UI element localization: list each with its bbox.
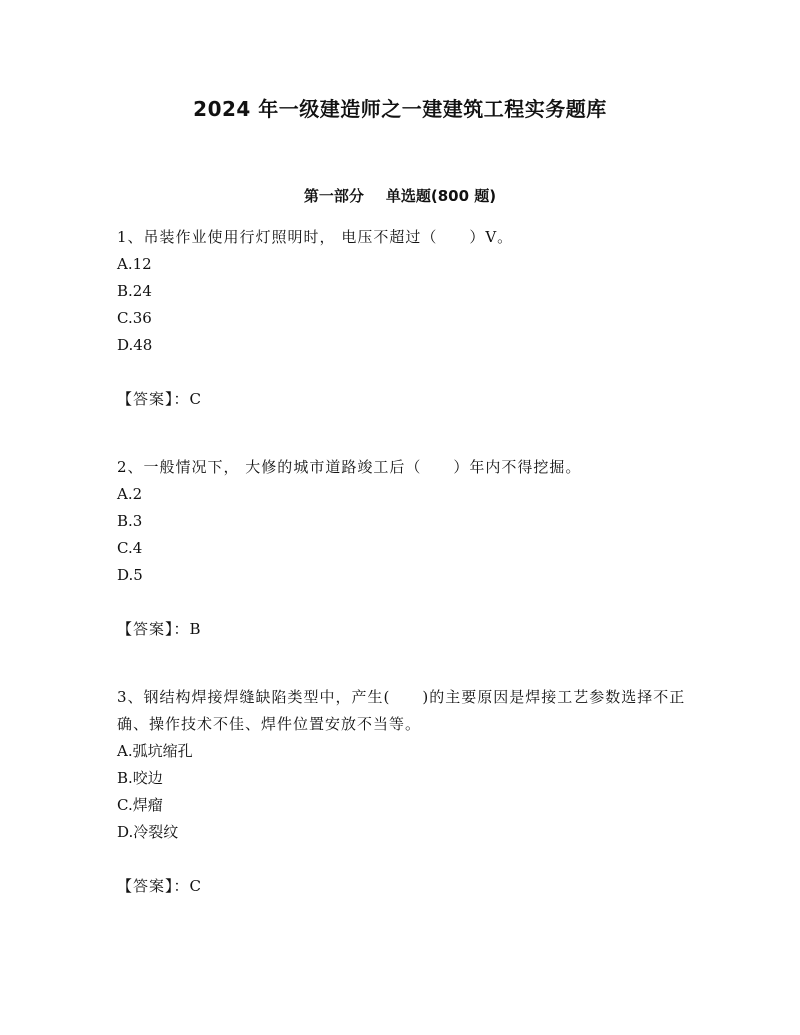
option-a: A.弧坑缩孔 [117,742,193,760]
answer-label: 【答案】： [117,620,190,638]
answer-line [117,386,697,413]
question-3 [117,684,697,900]
answer-label: 【答案】： [117,390,190,408]
option-c: C.36 [117,309,152,327]
question-stem: 1、吊装作业使用行灯照明时， 电压不超过（ ）V。 [117,228,514,246]
option-b: B.3 [117,512,143,530]
answer-line [117,873,697,900]
option-d: D.48 [117,336,153,354]
answer-label: 【答案】： [117,877,190,895]
question-stem: 2、一般情况下， 大修的城市道路竣工后（ ）年内不得挖掘。 [117,458,582,476]
question-2 [117,454,697,643]
option-b: B.咬边 [117,769,163,787]
option-b: B.24 [117,282,152,300]
answer-value: C [189,877,201,895]
option-d: D.冷裂纹 [117,823,179,841]
answer-line [117,616,697,643]
question-1 [117,224,697,413]
section-name: 单选题(800 题) [385,187,497,205]
section-title [0,184,800,208]
option-d: D.5 [117,566,143,584]
section-part: 第一部分 [303,187,364,205]
question-stem: 3、钢结构焊接焊缝缺陷类型中，产生( )的主要原因是焊接工艺参数选择不正确、操作技术不佳、焊件位置安放不当等。 [117,688,686,733]
answer-value: C [189,390,201,408]
page-title: 2024 年一级建造师之一建建筑工程实务题库 [193,97,607,121]
option-a: A.12 [117,255,152,273]
option-c: C.焊瘤 [117,796,163,814]
answer-value: B [189,620,201,638]
option-a: A.2 [117,485,143,503]
option-c: C.4 [117,539,143,557]
